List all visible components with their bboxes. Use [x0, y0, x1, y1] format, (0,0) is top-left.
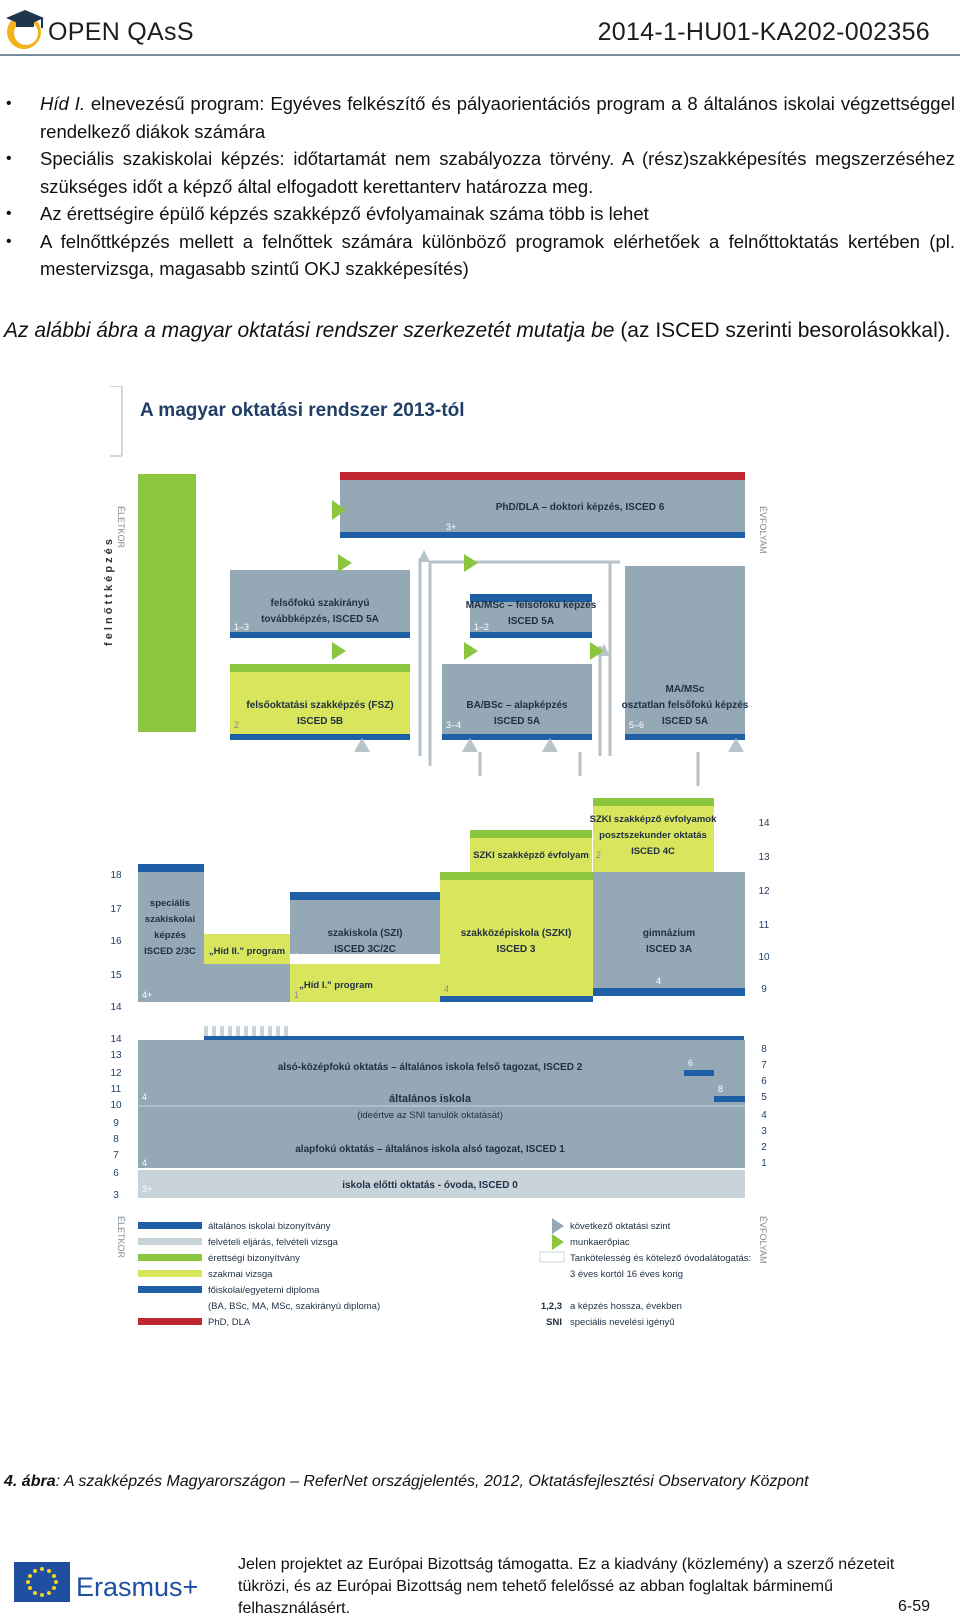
svg-text:felvételi eljárás, felvételi v: felvételi eljárás, felvételi vizsga	[208, 1237, 338, 1248]
svg-text:ISCED 5A: ISCED 5A	[507, 616, 555, 627]
svg-text:ISCED 5A: ISCED 5A	[493, 716, 541, 727]
list-item: • Az érettségire épülő képzés szakképző évfolyamainak száma több is lehet	[0, 200, 955, 228]
svg-text:7: 7	[113, 1150, 119, 1161]
svg-text:osztatlan felsőfokú képzés: osztatlan felsőfokú képzés	[621, 700, 749, 711]
svg-text:következő oktatási szint: következő oktatási szint	[570, 1221, 671, 1232]
svg-text:MA/MSc: MA/MSc	[665, 684, 705, 695]
footer-disclaimer: Jelen projektet az Európai Bizottság támogatta. Ez a kiadvány (közlemény) a szerző nézeteit tükrözi, és az Európai Bizottság nem tehető felelőssé az abban foglaltak bárminemű felhasználásért.	[238, 1556, 895, 1617]
svg-text:általános iskolai bizonyítvány: általános iskolai bizonyítvány	[208, 1221, 331, 1232]
svg-text:16: 16	[110, 936, 122, 947]
age-axis-label: ÉLETKOR	[116, 506, 126, 549]
svg-text:1: 1	[761, 1158, 767, 1169]
svg-text:munkaerőpiac: munkaerőpiac	[570, 1237, 630, 1248]
list-item: • A felnőttképzés mellett a felnőttek számára különböző programok elérhetőek a felnőttoktatás kertében (pl. mestervizsga, magasabb szintű OKJ szakképesítés)	[0, 228, 955, 283]
svg-text:12: 12	[758, 886, 770, 897]
svg-text:17: 17	[110, 904, 122, 915]
grade-axis-label: ÉVFOLYAM	[758, 506, 768, 554]
svg-text:általános iskola: általános iskola	[389, 1093, 471, 1105]
svg-text:6: 6	[113, 1168, 119, 1179]
svg-text:5–6: 5–6	[629, 720, 645, 730]
svg-text:ISCED 2/3C: ISCED 2/3C	[144, 946, 196, 957]
svg-text:13: 13	[110, 1050, 122, 1061]
svg-text:érettségi bizonyítvány: érettségi bizonyítvány	[208, 1253, 300, 1264]
primary-label: alapfokú oktatás – általános iskola alsó tagozat, ISCED 1	[295, 1144, 565, 1155]
diagram-svg	[100, 386, 806, 1410]
svg-text:3–4: 3–4	[446, 720, 462, 730]
svg-text:BA/BSc – alapképzés: BA/BSc – alapképzés	[466, 700, 568, 711]
diagram-title: A magyar oktatási rendszer 2013-tól	[140, 400, 465, 421]
svg-text:15: 15	[110, 970, 122, 981]
svg-text:11: 11	[110, 1084, 122, 1095]
svg-text:(BA, BSc, MA, MSc, szakirányú: (BA, BSc, MA, MSc, szakirányú diploma)	[208, 1301, 381, 1312]
svg-text:18: 18	[110, 870, 122, 881]
svg-text:ÉVFOLYAM: ÉVFOLYAM	[758, 1216, 768, 1264]
svg-text:1: 1	[294, 990, 300, 1000]
svg-text:10: 10	[758, 952, 770, 963]
svg-text:ISCED 3A: ISCED 3A	[645, 944, 693, 955]
svg-text:2: 2	[596, 850, 602, 860]
svg-text:7: 7	[761, 1060, 767, 1071]
svg-text:SZKI szakképző évfolyamok: SZKI szakképző évfolyamok	[589, 814, 717, 825]
svg-text:4: 4	[142, 1158, 148, 1168]
svg-text:14: 14	[110, 1002, 122, 1013]
svg-text:2: 2	[761, 1142, 767, 1153]
svg-text:3: 3	[761, 1126, 767, 1137]
svg-text:képzés: képzés	[154, 930, 186, 941]
list-item: • Speciális szakiskolai képzés: időtartamát nem szabályozza törvény. A (rész)szakképesítés megszerzéséhez szükséges időt a képző által elfogadott kerettanterv határozza meg.	[0, 145, 955, 200]
svg-text:felsőoktatási szakképzés (FSZ): felsőoktatási szakképzés (FSZ)	[246, 700, 394, 711]
svg-text:4+: 4+	[142, 990, 153, 1000]
header-project-code: 2014-1-HU01-KA202-002356	[597, 18, 930, 46]
svg-text:főiskolai/egyetemi diploma: főiskolai/egyetemi diploma	[208, 1285, 320, 1296]
svg-text:gimnázium: gimnázium	[642, 928, 696, 939]
lower-secondary-label: alsó-középfokú oktatás – általános iskola felső tagozat, ISCED 2	[277, 1062, 583, 1073]
svg-text:SZKI szakképző évfolyam: SZKI szakképző évfolyam	[473, 850, 589, 861]
svg-text:9: 9	[761, 984, 767, 995]
svg-text:szakiskolai: szakiskolai	[144, 914, 196, 925]
svg-text:6: 6	[688, 1058, 694, 1068]
svg-text:ISCED 3C/2C: ISCED 3C/2C	[334, 944, 396, 955]
figure-caption: 4. ábra: A szakképzés Magyarországon – ReferNet országjelentés, 2012, Oktatásfejlesztési Observatory Központ	[4, 1473, 809, 1490]
svg-text:ISCED 4C: ISCED 4C	[631, 846, 675, 857]
education-system-diagram	[100, 386, 806, 1410]
svg-text:3+: 3+	[446, 522, 457, 532]
header-project-name: OPEN QAsS	[48, 18, 194, 46]
svg-text:szakmai vizsga: szakmai vizsga	[208, 1269, 273, 1280]
svg-text:1–2: 1–2	[474, 622, 490, 632]
svg-text:felsőfokú szakirányú: felsőfokú szakirányú	[270, 598, 370, 609]
svg-text:„Híd I." program: „Híd I." program	[299, 980, 373, 991]
svg-text:1–3: 1–3	[234, 622, 250, 632]
svg-text:4: 4	[444, 984, 450, 994]
svg-text:posztszekunder oktatás: posztszekunder oktatás	[599, 830, 707, 841]
svg-text:4: 4	[656, 976, 662, 986]
svg-text:ISCED 5A: ISCED 5A	[661, 716, 709, 727]
svg-text:4: 4	[142, 1092, 148, 1102]
svg-text:9: 9	[113, 1118, 119, 1129]
svg-text:12: 12	[110, 1068, 122, 1079]
svg-text:szakiskola (SZI): szakiskola (SZI)	[327, 928, 403, 939]
svg-text:14: 14	[758, 818, 770, 829]
svg-text:3+: 3+	[142, 1184, 153, 1194]
svg-text:3: 3	[294, 952, 300, 962]
bullet-list	[0, 90, 955, 283]
adult-education-bar	[138, 474, 196, 732]
phd-label: PhD/DLA – doktori képzés, ISCED 6	[495, 502, 665, 513]
svg-text:5: 5	[761, 1092, 767, 1103]
svg-text:PhD, DLA: PhD, DLA	[208, 1317, 251, 1328]
page-header	[0, 0, 960, 56]
page-number: 6-59	[897, 1598, 930, 1615]
svg-text:SNI: SNI	[546, 1317, 562, 1328]
legend	[138, 1218, 751, 1328]
svg-text:ISCED 3: ISCED 3	[496, 944, 536, 955]
svg-text:ISCED 5B: ISCED 5B	[296, 716, 344, 727]
svg-text:8: 8	[113, 1134, 119, 1145]
svg-text:ÉLETKOR: ÉLETKOR	[116, 1216, 126, 1259]
svg-text:Tankötelesség és kötelező óvod: Tankötelesség és kötelező óvodalátogatás:	[570, 1253, 752, 1264]
svg-text:a képzés hossza, években: a képzés hossza, években	[570, 1301, 682, 1312]
erasmus-plus-logo-icon	[14, 1560, 214, 1604]
svg-text:14: 14	[110, 1034, 122, 1045]
svg-text:10: 10	[110, 1100, 122, 1111]
svg-text:MA/MSc – felsőfokú képzés: MA/MSc – felsőfokú képzés	[465, 600, 597, 611]
svg-text:4: 4	[761, 1110, 767, 1121]
svg-text:13: 13	[758, 852, 770, 863]
open-qass-logo-icon	[4, 6, 46, 52]
svg-text:8: 8	[761, 1044, 767, 1055]
svg-text:11: 11	[758, 920, 770, 931]
svg-text:speciális nevelési igényű: speciális nevelési igényű	[570, 1317, 675, 1328]
svg-text:„Híd II." program: „Híd II." program	[208, 946, 286, 957]
svg-text:1,2,3: 1,2,3	[540, 1301, 562, 1312]
svg-text:3 éves kortól 16 éves korig: 3 éves kortól 16 éves korig	[570, 1269, 684, 1280]
svg-text:továbbképzés, ISCED 5A: továbbképzés, ISCED 5A	[261, 614, 379, 625]
svg-text:Erasmus+: Erasmus+	[76, 1572, 199, 1602]
preschool-label: iskola előtti oktatás - óvoda, ISCED 0	[342, 1180, 518, 1191]
svg-text:2: 2	[234, 720, 240, 730]
svg-text:3: 3	[113, 1190, 119, 1201]
intro-paragraph: Az alábbi ábra a magyar oktatási rendszer szerkezetét mutatja be (az ISCED szerinti besorolásokkal).	[4, 319, 951, 342]
svg-text:(ideértve az SNI tanulók oktat: (ideértve az SNI tanulók oktatását)	[357, 1110, 503, 1121]
svg-text:6: 6	[761, 1076, 767, 1087]
svg-text:8: 8	[718, 1084, 724, 1094]
svg-text:speciális: speciális	[149, 898, 191, 909]
adult-education-label: f e l n ő t t k é p z é s	[103, 539, 115, 646]
svg-text:szakközépiskola (SZKI): szakközépiskola (SZKI)	[460, 928, 572, 939]
list-item: • Híd I. elnevezésű program: Egyéves felkészítő és pályaorientációs program a 8 általános iskolai végzettséggel rendelkező diákok számára	[0, 90, 955, 145]
